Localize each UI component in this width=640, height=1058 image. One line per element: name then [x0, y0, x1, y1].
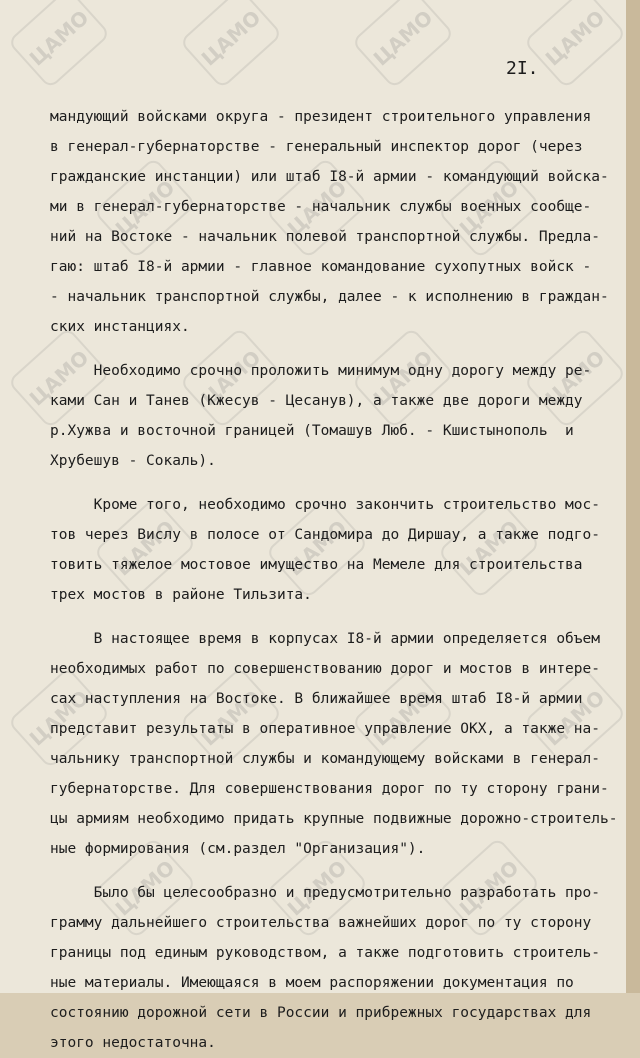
paragraph-gap [50, 342, 622, 356]
stamp-watermark: ЦАМО [437, 157, 541, 259]
stamp-watermark: ЦАМО [523, 667, 627, 769]
stamp-watermark: ЦАМО [437, 497, 541, 599]
text-line: представит результаты в оперативное управление ОКХ, а также на- [50, 721, 600, 737]
stamp-watermark: ЦАМО [523, 327, 627, 429]
stamp-watermark: ЦАМО [93, 497, 197, 599]
text-line: Было бы целесообразно и предусмотрительно разработать про- [50, 885, 600, 901]
text-line: необходимых работ по совершенствованию дорог и мостов в интере- [50, 661, 600, 677]
stamp-watermark: ЦАМО [179, 327, 283, 429]
page-number: 2I. [506, 58, 539, 79]
stamp-watermark: ЦАМО [7, 667, 111, 769]
stamp-watermark: ЦАМО [93, 157, 197, 259]
text-line: грамму дальнейшего строительства важнейших дорог по ту сторону [50, 915, 592, 931]
text-line: гражданские инстанции) или штаб I8-й армии - командующий войска- [50, 169, 609, 185]
text-line: ками Сан и Танев (Кжесув - Цесанув), а также две дороги между [50, 393, 583, 409]
text-line: мандующий войсками округа - президент строительного управления [50, 109, 592, 125]
text-line: трех мостов в районе Тильзита. [50, 587, 312, 603]
paragraph-gap [50, 476, 622, 490]
text-line: Хрубешув - Сокаль). [50, 453, 216, 469]
text-line: Кроме того, необходимо срочно закончить строительство мос- [50, 497, 600, 513]
text-line: ные материалы. Имеющаяся в моем распоряжении документация по [50, 975, 574, 991]
stamp-watermark: ЦАМО [523, 0, 627, 89]
stamp-watermark: ЦАМО [93, 837, 197, 939]
stamp-watermark: ЦАМО [265, 497, 369, 599]
text-line: состоянию дорожной сети в России и прибрежных государствах для [50, 1005, 592, 1021]
stamp-watermark: ЦАМО [351, 327, 455, 429]
text-line: цы армиям необходимо придать крупные подвижные дорожно-строитель- [50, 811, 618, 827]
stamp-watermark: ЦАМО [265, 157, 369, 259]
text-line: гаю: штаб I8-й армии - главное командование сухопутных войск - [50, 259, 592, 275]
text-line: ний на Востоке - начальник полевой транспортной службы. Предла- [50, 229, 600, 245]
stamp-watermark: ЦАМО [179, 0, 283, 89]
text-line: р.Хужва и восточной границей (Томашув Люб. - Кшистынополь и [50, 423, 574, 439]
text-line: ми в генерал-губернаторстве - начальник службы военных сообще- [50, 199, 592, 215]
text-line: этого недостаточна. [50, 1035, 216, 1051]
body-text [50, 102, 622, 1058]
text-line: В настоящее время в корпусах I8-й армии определяется объем [50, 631, 600, 647]
text-line: товить тяжелое мостовое имущество на Мемеле для строительства [50, 557, 583, 573]
stamp-watermark: ЦАМО [265, 837, 369, 939]
text-line: границы под единым руководством, а также подготовить строитель- [50, 945, 600, 961]
text-line: ских инстанциях. [50, 319, 190, 335]
stamp-watermark: ЦАМО [351, 0, 455, 89]
text-line: ные формирования (см.раздел "Организация"). [50, 841, 426, 857]
text-line: тов через Вислу в полосе от Сандомира до Диршау, а также подго- [50, 527, 600, 543]
stamp-watermark: ЦАМО [351, 667, 455, 769]
stamp-watermark: ЦАМО [179, 667, 283, 769]
stamp-watermark: ЦАМО [7, 327, 111, 429]
text-line: - начальник транспортной службы, далее - к исполнению в граждан- [50, 289, 609, 305]
stamp-watermark: ЦАМО [437, 837, 541, 939]
text-line: в генерал-губернаторстве - генеральный инспектор дорог (через [50, 139, 583, 155]
text-line: губернаторстве. Для совершенствования дорог по ту сторону грани- [50, 781, 609, 797]
text-line: чальнику транспортной службы и командующему войсками в генерал- [50, 751, 600, 767]
text-line: Необходимо срочно проложить минимум одну дорогу между ре- [50, 363, 592, 379]
paragraph-gap [50, 610, 622, 624]
stamp-watermark: ЦАМО [7, 0, 111, 89]
text-line: сах наступления на Востоке. В ближайшее время штаб I8-й армии [50, 691, 583, 707]
paragraph-gap [50, 864, 622, 878]
